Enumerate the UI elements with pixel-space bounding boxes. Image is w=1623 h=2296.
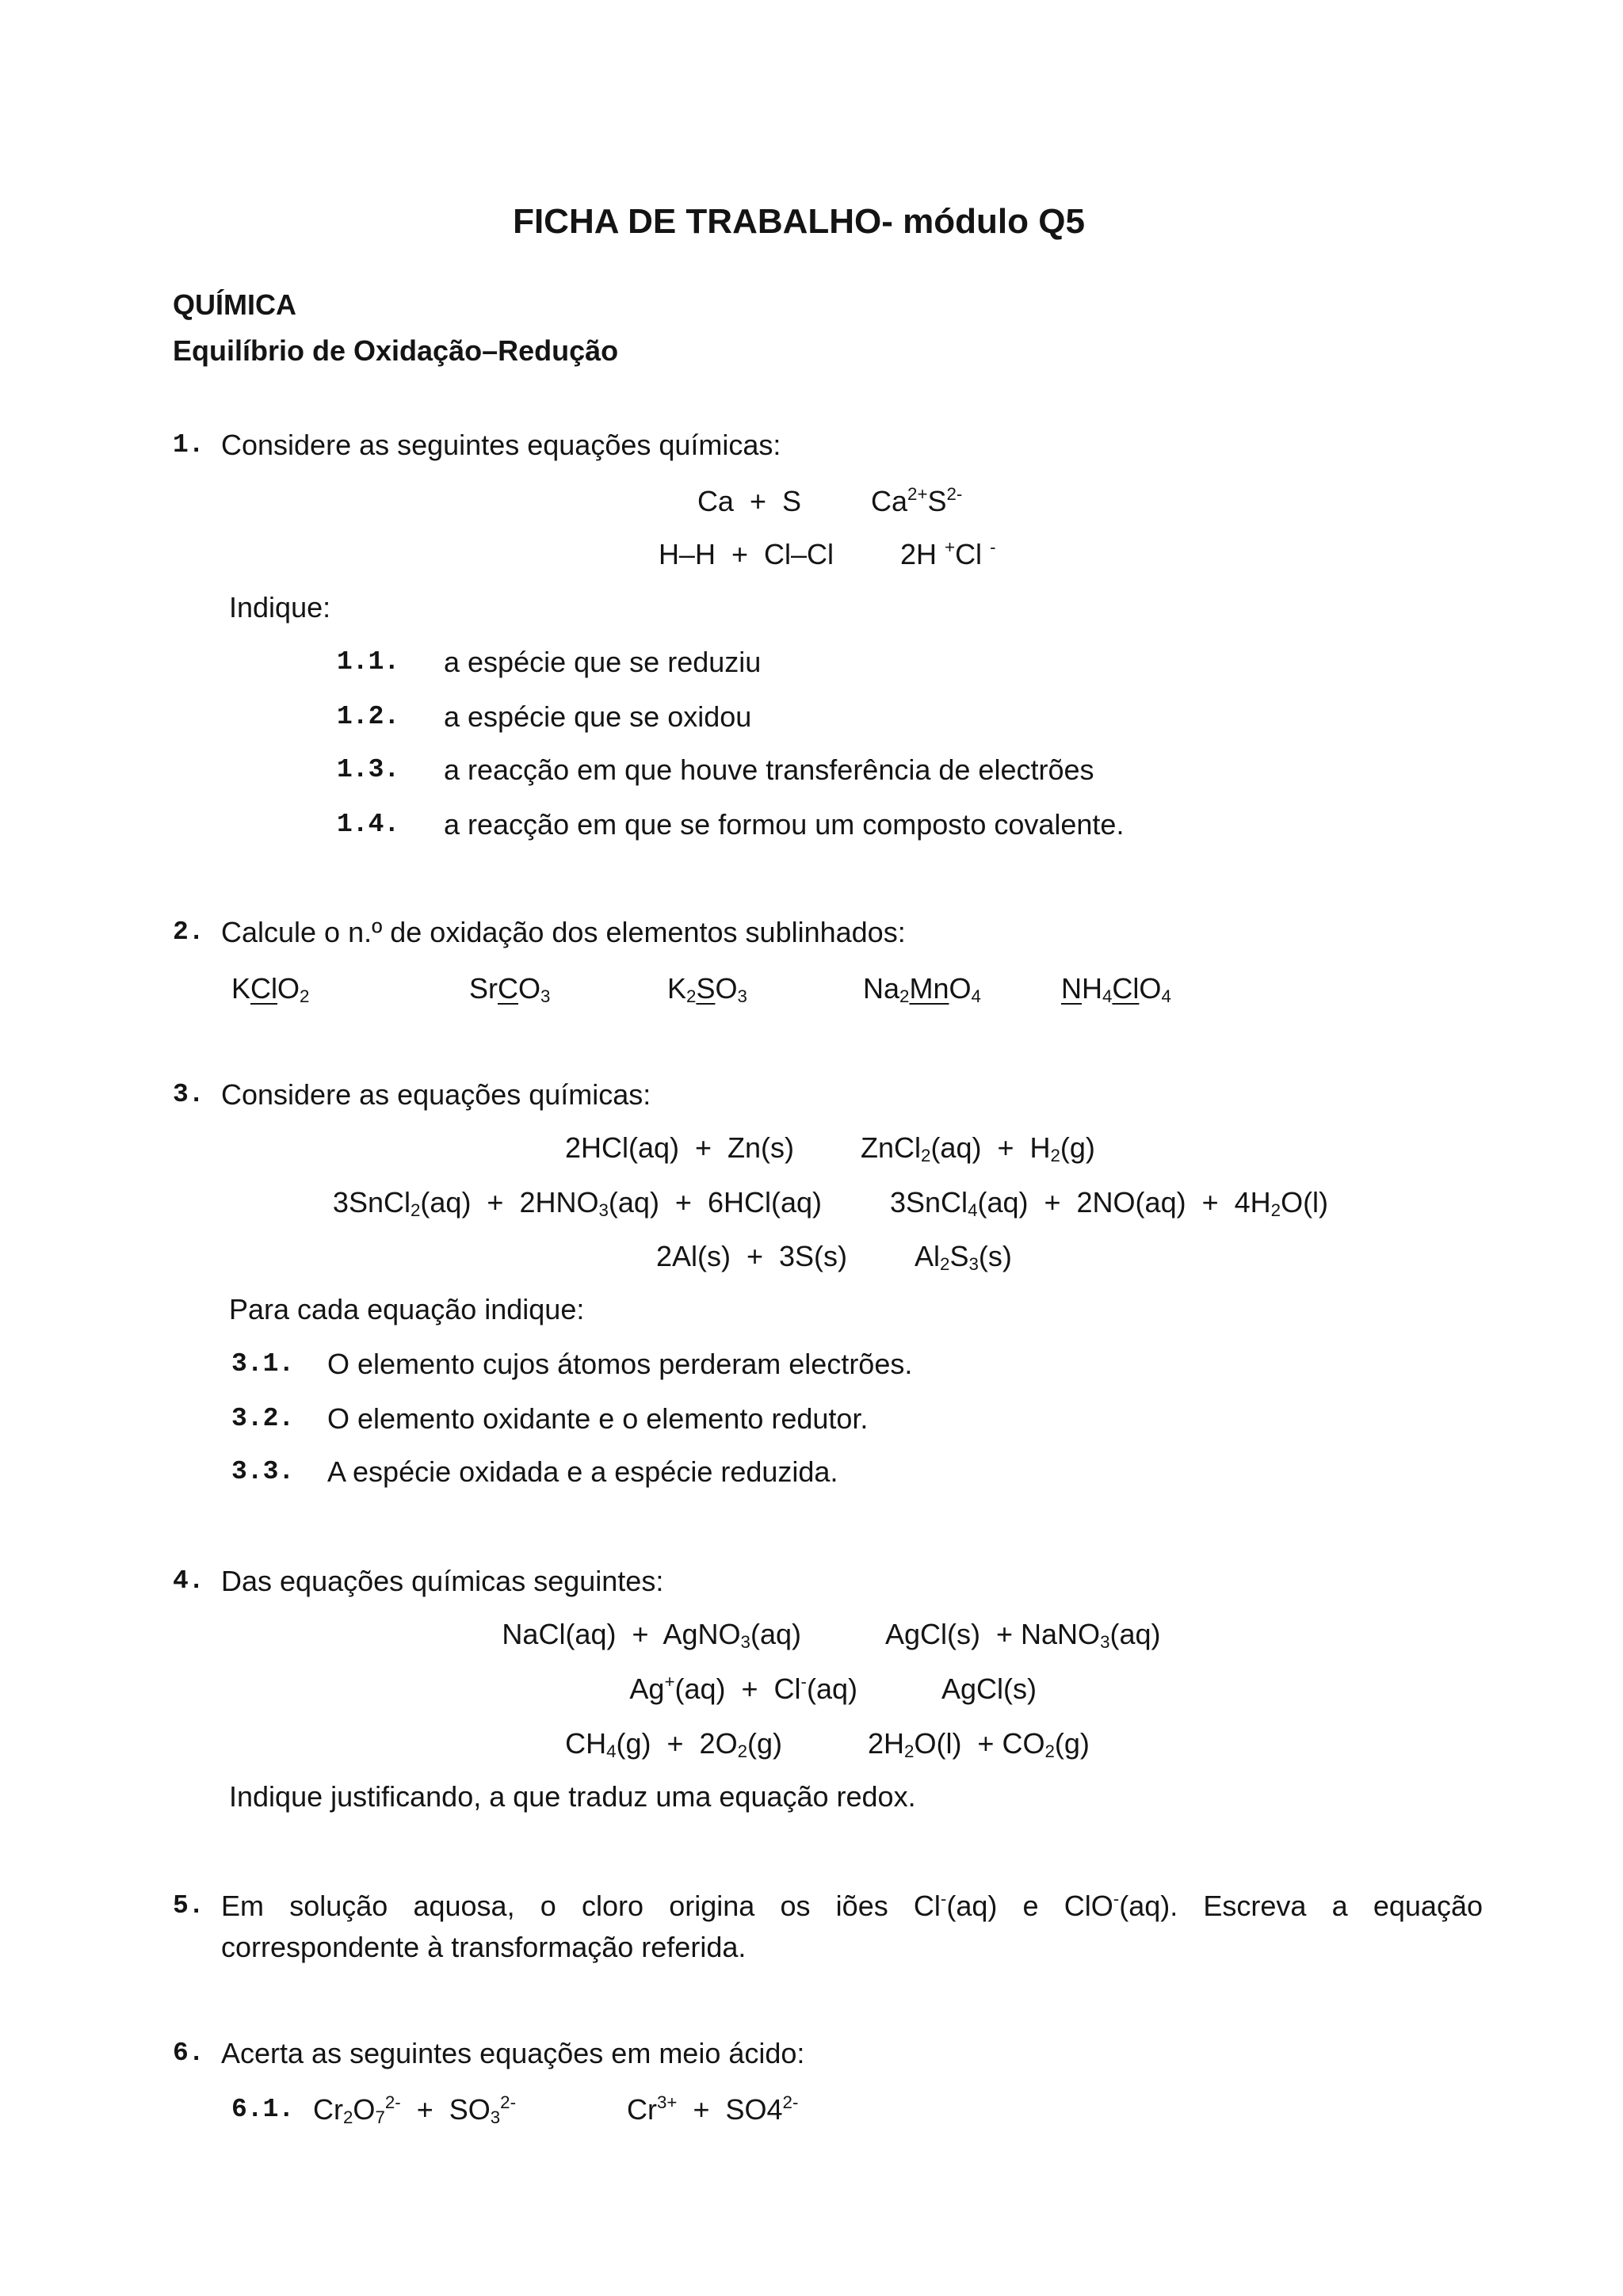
question-6-prompt: Acerta as seguintes equações em meio ácido:	[221, 2037, 805, 2069]
formula-text: + SO4	[677, 2093, 783, 2126]
formula-text: H	[1082, 972, 1102, 1005]
formula-text: Em solução aquosa, o cloro origina os iões Cl	[221, 1890, 941, 1922]
superscript: 2-	[782, 2092, 799, 2113]
q4-equation-1-products	[885, 1617, 1161, 1656]
q4-equation-2-products	[941, 1672, 1037, 1707]
q2-formula-2	[469, 971, 550, 1010]
subscript: 2	[300, 986, 310, 1007]
subscript: 4	[968, 1200, 978, 1221]
formula-text: (g) + 2O	[616, 1727, 738, 1760]
superscript: -	[1113, 1889, 1120, 1909]
subscript: 4	[1102, 986, 1113, 1007]
formula-text: (aq)	[806, 1672, 857, 1705]
formula-text: (g)	[1060, 1131, 1095, 1164]
formula-text: O(l)	[1281, 1186, 1329, 1219]
formula-text: (aq)	[750, 1618, 801, 1650]
item-1-2-number: 1.2.	[337, 702, 400, 731]
formula-text: (aq) + H	[930, 1131, 1051, 1164]
formula-text: ZnCl	[861, 1131, 922, 1164]
subscript: 4	[1161, 986, 1171, 1007]
formula-text: Ca + S	[697, 485, 801, 517]
q1-equation-2-products	[900, 537, 996, 576]
q2-formula-4	[863, 971, 981, 1010]
question-5-text-line-2: correspondente à transformação referida.	[221, 1931, 747, 1963]
formula-text: (aq). Escreva a equação	[1119, 1890, 1483, 1922]
superscript: -	[990, 537, 996, 558]
underlined-element: Mn	[909, 972, 949, 1005]
formula-text: (aq) + Cl	[674, 1672, 801, 1705]
underlined-element: S	[696, 972, 716, 1005]
formula-text: O	[353, 2093, 376, 2126]
item-1-3-text: a reacção em que houve transferência de electrões	[444, 753, 1094, 786]
subscript: 2	[343, 2107, 353, 2128]
q2-formula-5	[1061, 971, 1171, 1010]
question-4-number: 4.	[173, 1566, 204, 1596]
underlined-element: N	[1061, 972, 1082, 1005]
formula-text: (aq) e ClO	[946, 1890, 1113, 1922]
subscript: 2	[921, 1146, 931, 1166]
subscript: 7	[375, 2107, 385, 2128]
question-1-number: 1.	[173, 430, 204, 460]
formula-text: O	[715, 972, 738, 1005]
formula-text: Cr	[627, 2093, 657, 2126]
q3-equation-3-reactants	[656, 1239, 847, 1274]
formula-text: (aq)	[1109, 1618, 1161, 1650]
question-2-prompt: Calcule o n.º de oxidação dos elementos sublinhados:	[221, 916, 906, 948]
q1-equation-2-reactants	[659, 537, 834, 572]
formula-text: (g)	[747, 1727, 782, 1760]
formula-text: (aq) + 2NO(aq) + 4H	[977, 1186, 1271, 1219]
topic-heading: Equilíbrio de Oxidação–Redução	[173, 334, 619, 367]
question-5-text-line-1	[221, 1889, 1483, 1928]
formula-text: S	[927, 485, 947, 517]
item-1-4-text: a reacção em que se formou um composto covalente.	[444, 808, 1125, 841]
q3-equation-1-products	[861, 1131, 1095, 1169]
superscript: +	[664, 1672, 675, 1692]
superscript: +	[945, 537, 956, 558]
formula-text: (g)	[1054, 1727, 1090, 1760]
q6-equation-1-products	[627, 2092, 798, 2131]
superscript: 2-	[500, 2092, 517, 2113]
superscript: 2+	[907, 484, 928, 505]
subscript: 2	[1270, 1200, 1281, 1221]
q3-equation-2-products	[890, 1185, 1328, 1224]
formula-text: K	[231, 972, 251, 1005]
q2-formula-1	[231, 971, 309, 1010]
item-6-1-number: 6.1.	[231, 2095, 295, 2124]
formula-text: (aq) + 6HCl(aq)	[608, 1186, 822, 1219]
q4-equation-3-reactants	[565, 1726, 782, 1765]
formula-text: H–H + Cl–Cl	[658, 538, 834, 570]
subscript: 3	[598, 1200, 609, 1221]
question-5-number: 5.	[173, 1891, 204, 1920]
formula-text: O	[518, 972, 541, 1005]
q1-equation-1-reactants	[697, 484, 801, 519]
item-3-2-number: 3.2.	[231, 1404, 295, 1433]
item-1-3-number: 1.3.	[337, 755, 400, 784]
subscript: 3	[737, 986, 747, 1007]
q1-equation-1-products	[871, 484, 962, 523]
item-1-1-text: a espécie que se reduziu	[444, 646, 762, 678]
question-4-instruction: Indique justificando, a que traduz uma equação redox.	[229, 1780, 916, 1813]
item-3-2-text: O elemento oxidante e o elemento redutor.	[327, 1402, 869, 1435]
subscript: 4	[606, 1741, 617, 1762]
formula-text: (s)	[978, 1240, 1012, 1272]
question-2-number: 2.	[173, 917, 204, 947]
q2-formula-3	[667, 971, 747, 1010]
formula-text: CH	[565, 1727, 607, 1760]
question-3-prompt: Considere as equações químicas:	[221, 1078, 651, 1111]
q6-equation-1-reactants	[313, 2092, 516, 2131]
item-3-1-text: O elemento cujos átomos perderam electrões.	[327, 1348, 913, 1380]
q4-equation-1-reactants	[502, 1617, 801, 1656]
q3-equation-3-products	[915, 1239, 1012, 1278]
subscript: 2	[1044, 1741, 1055, 1762]
formula-text: 2H	[868, 1727, 905, 1760]
superscript: -	[940, 1889, 947, 1909]
formula-text: K	[667, 972, 687, 1005]
q4-equation-2-reactants	[629, 1672, 857, 1711]
subscript: 3	[490, 2107, 501, 2128]
formula-text: S	[949, 1240, 969, 1272]
formula-text: AgCl(s)	[941, 1672, 1037, 1705]
formula-text: 2HCl(aq) + Zn(s)	[564, 1131, 794, 1164]
subscript: 2	[737, 1741, 747, 1762]
formula-text: 2Al(s) + 3S(s)	[655, 1240, 847, 1272]
subscript: 3	[1100, 1632, 1110, 1653]
formula-text: O	[277, 972, 300, 1005]
question-1-instruction: Indique:	[229, 591, 331, 624]
superscript: 3+	[657, 2092, 678, 2113]
q3-equation-1-reactants	[565, 1131, 794, 1165]
formula-text: Cr	[313, 2093, 343, 2126]
question-3-instruction: Para cada equação indique:	[229, 1293, 585, 1325]
formula-text: (aq) + 2HNO	[420, 1186, 599, 1219]
subscript: 2	[1050, 1146, 1060, 1166]
formula-text: + SO	[400, 2093, 491, 2126]
formula-text: Na	[863, 972, 900, 1005]
q3-equation-2-reactants	[333, 1185, 822, 1224]
subscript: 2	[940, 1254, 950, 1275]
item-3-3-number: 3.3.	[231, 1457, 295, 1486]
superscript: 2-	[384, 2092, 401, 2113]
subscript: 2	[904, 1741, 915, 1762]
q4-equation-3-products	[868, 1726, 1090, 1765]
question-3-number: 3.	[173, 1080, 204, 1109]
formula-text: O	[949, 972, 972, 1005]
formula-text: NaCl(aq) + AgNO	[502, 1618, 741, 1650]
item-3-3-text: A espécie oxidada e a espécie reduzida.	[327, 1455, 838, 1488]
subscript: 2	[410, 1200, 421, 1221]
superscript: -	[800, 1672, 807, 1692]
subscript: 3	[968, 1254, 979, 1275]
page-title: FICHA DE TRABALHO- módulo Q5	[513, 202, 1085, 241]
formula-text: Sr	[469, 972, 498, 1005]
subject-heading: QUÍMICA	[173, 288, 296, 321]
formula-text: 3SnCl	[332, 1186, 411, 1219]
subscript: 3	[540, 986, 551, 1007]
formula-text: Al	[915, 1240, 941, 1272]
underlined-element: Cl	[1112, 972, 1140, 1005]
formula-text: Cl	[955, 538, 991, 570]
question-1-prompt: Considere as seguintes equações químicas:	[221, 429, 781, 461]
subscript: 3	[740, 1632, 750, 1653]
item-3-1-number: 3.1.	[231, 1349, 295, 1379]
subscript: 2	[899, 986, 910, 1007]
question-6-number: 6.	[173, 2039, 204, 2068]
formula-text: Ag	[629, 1672, 665, 1705]
subscript: 4	[971, 986, 981, 1007]
item-1-2-text: a espécie que se oxidou	[444, 700, 752, 733]
formula-text: O	[1139, 972, 1162, 1005]
formula-text: AgCl(s) + NaNO	[885, 1618, 1101, 1650]
formula-text: 3SnCl	[890, 1186, 968, 1219]
subscript: 2	[686, 986, 697, 1007]
question-4-prompt: Das equações químicas seguintes:	[221, 1565, 664, 1597]
formula-text: O(l) + CO	[914, 1727, 1045, 1760]
superscript: 2-	[946, 484, 963, 505]
item-1-1-number: 1.1.	[337, 647, 400, 677]
underlined-element: C	[498, 972, 518, 1005]
underlined-element: Cl	[250, 972, 278, 1005]
item-1-4-number: 1.4.	[337, 810, 400, 839]
formula-text: 2H	[900, 538, 945, 570]
formula-text: Ca	[871, 485, 908, 517]
